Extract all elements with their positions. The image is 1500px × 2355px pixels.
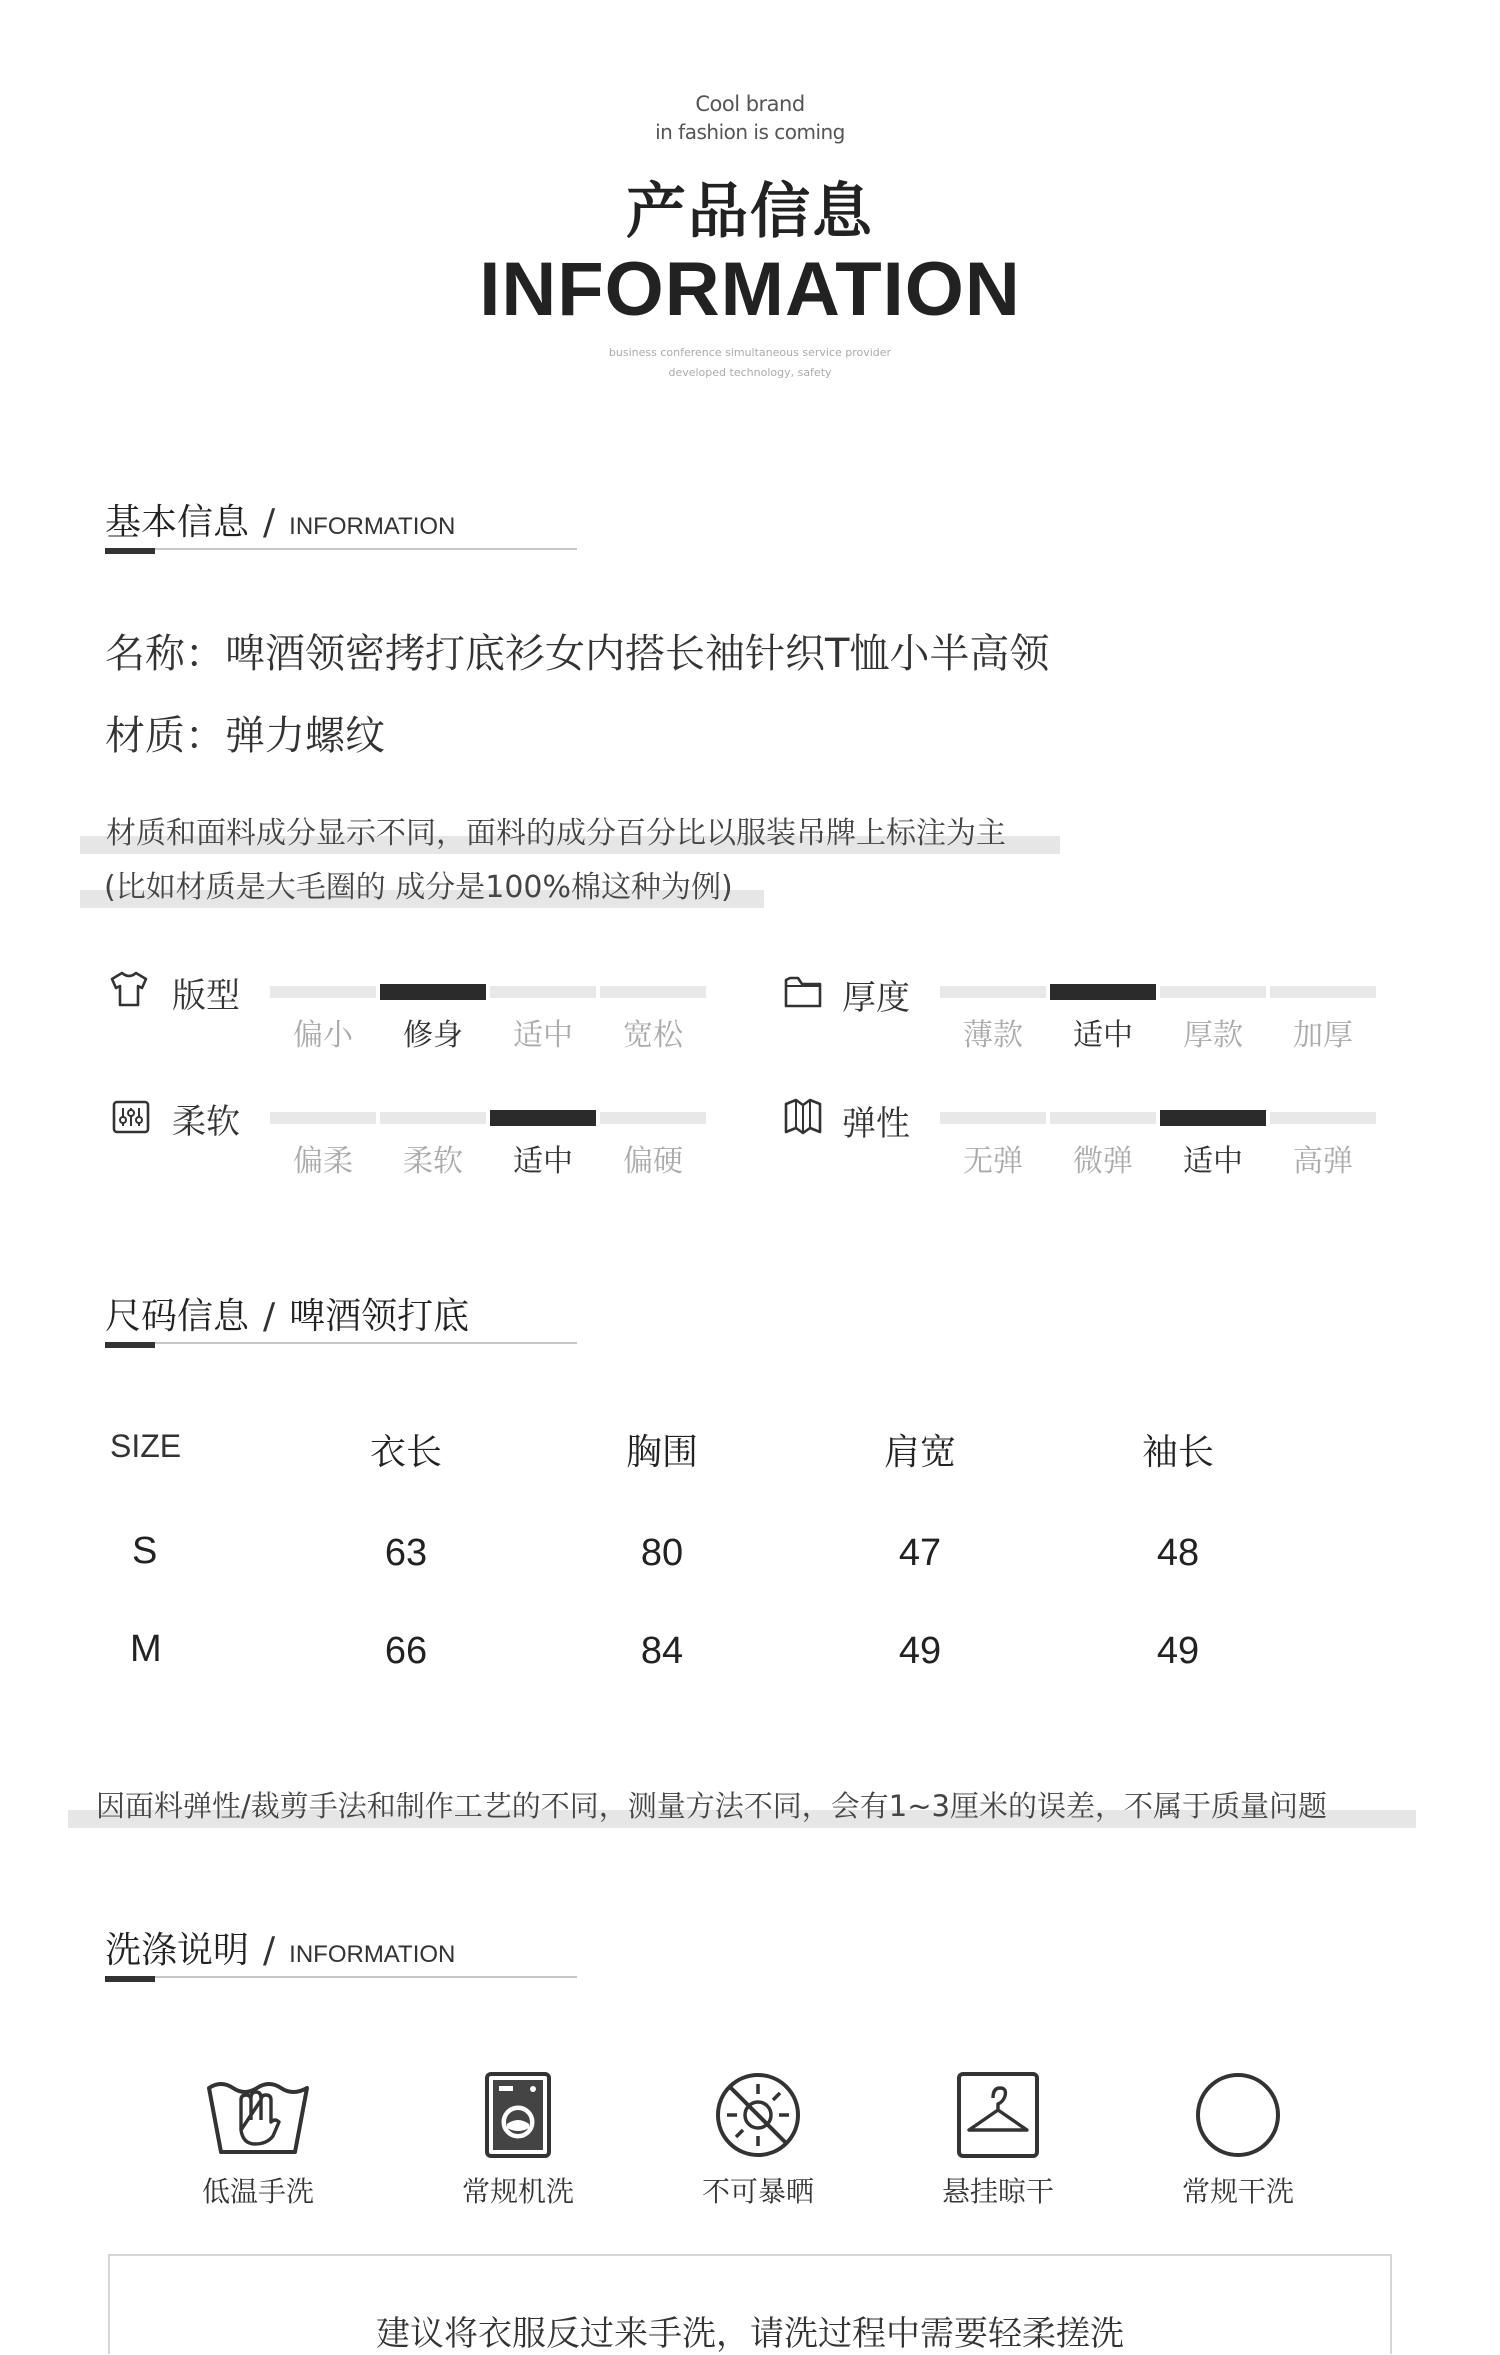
section-subtitle-wash: INFORMATION	[289, 1941, 456, 1968]
section-subtitle-size: 啤酒领打底	[289, 1296, 470, 1337]
table-cell: 49	[898, 1630, 942, 1672]
table-cell: 47	[898, 1532, 942, 1574]
scale-option: 高弹	[1293, 1144, 1353, 1179]
section-title-wash: 洗涤说明	[105, 1930, 250, 1971]
scale-option-selected: 修身	[403, 1018, 463, 1053]
section-slash: /	[263, 1930, 276, 1971]
table-cell-size: M	[130, 1628, 162, 1670]
scale-segment-selected	[1160, 1110, 1266, 1126]
scale-segment	[270, 1112, 376, 1124]
tagline-2: developed technology, safety	[668, 366, 832, 379]
section-slash: /	[263, 502, 276, 543]
attr-label-softness: 柔软	[172, 1102, 240, 1142]
section-header-basic	[105, 494, 577, 554]
scale-option-selected: 适中	[1183, 1144, 1243, 1179]
wash-tip-text: 建议将衣服反过来手洗，请洗过程中需要轻柔搓洗	[376, 2314, 1124, 2354]
section-header-wash	[105, 1922, 577, 1982]
scale-option: 厚款	[1183, 1018, 1243, 1053]
scale-segment	[1270, 1112, 1376, 1124]
wash-item-hand	[158, 2070, 358, 2210]
section-accent	[105, 1976, 155, 1982]
brand-line-1: Cool brand	[695, 92, 805, 116]
scale-option: 偏柔	[293, 1144, 353, 1179]
wash-label: 悬挂晾干	[941, 2175, 1054, 2208]
book-icon	[782, 1096, 824, 1138]
wash-label: 不可暴晒	[701, 2175, 814, 2208]
scale-segment	[940, 1112, 1046, 1124]
size-note: 因面料弹性/裁剪手法和制作工艺的不同，测量方法不同，会有1~3厘米的误差，不属于质量问题	[96, 1789, 1327, 1823]
table-cell: 63	[384, 1532, 428, 1574]
scale-segment-selected	[490, 1110, 596, 1126]
scale-option: 偏硬	[623, 1144, 683, 1179]
scale-segment	[1270, 986, 1376, 998]
table-cell: 48	[1156, 1532, 1200, 1574]
attr-thickness	[782, 970, 824, 1016]
hand-wash-icon	[203, 2070, 313, 2160]
scale-option: 微弹	[1073, 1144, 1133, 1179]
attr-softness	[110, 1096, 152, 1142]
table-cell: 49	[1156, 1630, 1200, 1672]
wash-item-dry-clean	[1138, 2070, 1338, 2210]
attr-label-thickness: 厚度	[842, 978, 910, 1018]
section-accent	[105, 548, 155, 554]
table-header-shoulder: 肩宽	[883, 1432, 956, 1473]
table-cell: 66	[384, 1630, 428, 1672]
wash-item-no-sun	[658, 2070, 858, 2210]
hang-dry-icon	[943, 2070, 1053, 2160]
scale-option-selected: 适中	[1073, 1018, 1133, 1053]
table-header-length: 衣长	[369, 1432, 442, 1473]
section-accent	[105, 1342, 155, 1348]
scale-option: 薄款	[963, 1018, 1023, 1053]
scale-option: 适中	[513, 1018, 573, 1053]
section-header-size	[105, 1288, 577, 1348]
scale-segment	[600, 986, 706, 998]
section-subtitle-basic: INFORMATION	[289, 513, 456, 540]
scale-option: 加厚	[1293, 1018, 1353, 1053]
table-cell-size: S	[132, 1530, 158, 1572]
scale-segment	[380, 1112, 486, 1124]
tagline-1: business conference simultaneous service provider	[608, 346, 892, 359]
scale-segment	[490, 986, 596, 998]
scale-option: 宽松	[623, 1018, 683, 1053]
scale-segment	[1160, 986, 1266, 998]
table-cell: 80	[640, 1532, 684, 1574]
scale-segment-selected	[380, 984, 486, 1000]
tshirt-icon	[108, 968, 150, 1010]
table-header-size: SIZE	[110, 1428, 182, 1464]
section-divider	[105, 1976, 577, 1978]
section-title-basic: 基本信息	[105, 502, 250, 543]
wash-label: 常规干洗	[1181, 2175, 1294, 2208]
washing-machine-icon	[463, 2070, 573, 2160]
softness-icon	[110, 1096, 152, 1138]
attr-label-fit: 版型	[172, 976, 240, 1016]
dry-clean-icon	[1183, 2070, 1293, 2160]
material-note-1: 材质和面料成分显示不同，面料的成分百分比以服装吊牌上标注为主	[106, 816, 1006, 851]
table-cell: 84	[640, 1630, 684, 1672]
page-title-cn: 产品信息	[626, 177, 874, 247]
attr-elasticity	[782, 1096, 824, 1142]
material-note-2: (比如材质是大毛圈的 成分是100%棉这种为例)	[104, 870, 733, 905]
table-header-chest: 胸围	[625, 1432, 698, 1473]
scale-segment	[940, 986, 1046, 998]
scale-option: 柔软	[403, 1144, 463, 1179]
brand-line-2: in fashion is coming	[655, 120, 845, 144]
wash-tip-box	[108, 2254, 1392, 2354]
attr-fit	[108, 968, 150, 1014]
wash-label: 低温手洗	[201, 2175, 314, 2208]
page-title-en: INFORMATION	[479, 247, 1021, 332]
scale-option-selected: 适中	[513, 1144, 573, 1179]
section-divider	[105, 548, 577, 550]
scale-option: 偏小	[293, 1018, 353, 1053]
no-sun-icon	[703, 2070, 813, 2160]
product-name: 名称：啤酒领密拷打底衫女内搭长袖针织T恤小半高领	[105, 631, 1050, 677]
table-header-sleeve: 袖长	[1141, 1432, 1214, 1473]
scale-segment-selected	[1050, 984, 1156, 1000]
product-material: 材质：弹力螺纹	[105, 713, 385, 759]
attr-label-elasticity: 弹性	[842, 1104, 910, 1144]
scale-option: 无弹	[963, 1144, 1023, 1179]
wash-label: 常规机洗	[461, 2175, 574, 2208]
scale-segment	[270, 986, 376, 998]
scale-segment	[1050, 1112, 1156, 1124]
wash-item-hang-dry	[898, 2070, 1098, 2210]
section-slash: /	[263, 1296, 276, 1337]
folder-icon	[782, 970, 824, 1012]
scale-segment	[600, 1112, 706, 1124]
section-divider	[105, 1342, 577, 1344]
wash-item-machine	[418, 2070, 618, 2210]
section-title-size: 尺码信息	[105, 1296, 250, 1337]
